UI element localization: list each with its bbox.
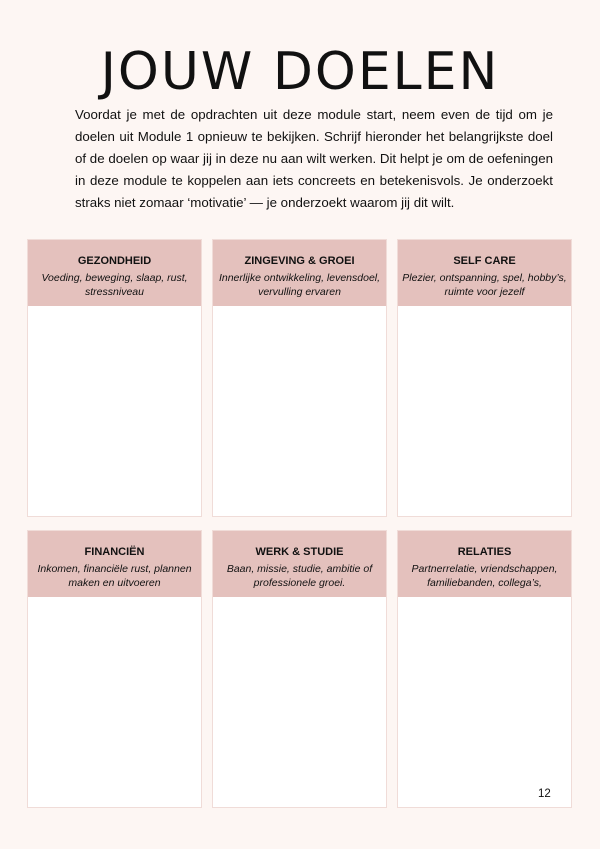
intro-paragraph: Voordat je met de opdrachten uit deze module start, neem even de tijd om je doelen uit Module 1 opnieuw te bekijken. Schrijf hieronder het belangrijkste doel of de doelen op waar jij in deze nu aan wilt werken. Dit helpt je om de oefeningen in deze module te koppelen aan iets concreets en betekenisvols. Je onderzoekt straks niet zomaar ‘motivatie’ — je onderzoekt waarom jij dit wilt. — [75, 107, 553, 210]
card-header — [28, 531, 201, 597]
card-writing-area[interactable] — [28, 597, 201, 807]
card-writing-area[interactable] — [213, 306, 386, 516]
card-title: WERK & STUDIE — [255, 546, 344, 558]
goal-card-relaties — [397, 530, 572, 808]
card-subtitle: Innerlijke ontwikkeling, levensdoel, vervulling ervaren — [218, 272, 381, 298]
card-title: ZINGEVING & GROEI — [244, 255, 355, 267]
card-header — [398, 240, 571, 306]
goal-card-gezondheid — [27, 239, 202, 517]
card-subtitle: Voeding, beweging, slaap, rust, stressniveau — [41, 272, 188, 298]
page-title: JOUW DOELEN — [100, 42, 500, 102]
card-writing-area[interactable] — [398, 306, 571, 516]
goal-card-financien — [27, 530, 202, 808]
card-header — [398, 531, 571, 597]
card-subtitle: Baan, missie, studie, ambitie of professionele groei. — [226, 563, 373, 589]
card-header — [213, 531, 386, 597]
card-header — [28, 240, 201, 306]
card-writing-area[interactable] — [213, 597, 386, 807]
card-title: GEZONDHEID — [77, 255, 152, 267]
card-title: FINANCIËN — [84, 546, 145, 558]
card-subtitle: Plezier, ontspanning, spel, hobby’s, ruimte voor jezelf — [402, 272, 567, 298]
card-subtitle: Inkomen, financiële rust, plannen maken en uitvoeren — [37, 563, 192, 589]
goal-card-werk-studie — [212, 530, 387, 808]
card-subtitle: Partnerrelatie, vriendschappen, familiebanden, collega’s, — [411, 563, 558, 589]
goal-card-zingeving — [212, 239, 387, 517]
goal-card-self-care — [397, 239, 572, 517]
card-writing-area[interactable] — [398, 597, 571, 807]
page-number: 12 — [538, 788, 551, 800]
card-title: RELATIES — [457, 546, 512, 558]
card-title: SELF CARE — [453, 255, 516, 267]
card-writing-area[interactable] — [28, 306, 201, 516]
card-header — [213, 240, 386, 306]
